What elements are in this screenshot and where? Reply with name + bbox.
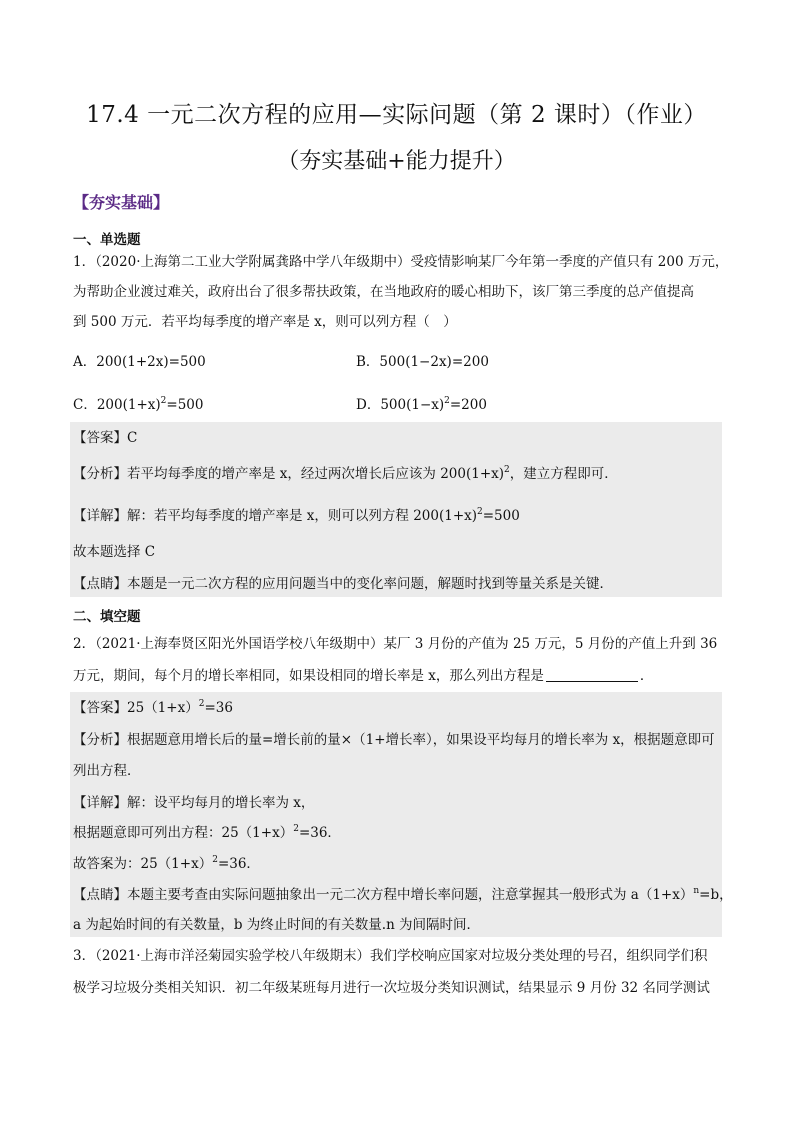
q2-detail-line3: 故答案为：$25(1+x)^2=36$．: [73, 855, 260, 872]
q1-option-a: A．200(1+2x)=500: [73, 354, 206, 370]
q1-detail: 【详解】解：若平均每季度的增产率是 x，则可以列方程 $200(1+x)^2=500$: [73, 507, 520, 524]
q1-choice: 故本题选择 C: [73, 544, 156, 560]
q1-analysis: 【分析】若平均每季度的增产率是 x，经过两次增长后应该为 $200(1+x)^2$，建立方程即可．: [73, 465, 618, 482]
section-heading-fill-blank: 二、填空题: [73, 609, 141, 625]
page-title: 17.4 一元二次方程的应用—实际问题（第 2 课时）（作业）: [86, 102, 707, 128]
q2-comment-line2: a 为起始时间的有关数量，b 为终止时间的有关数量.n 为间隔时间．: [73, 917, 481, 933]
q2-analysis-line2: 列出方程．: [73, 763, 141, 779]
q3-text-line1: 3．（2021·上海市洋泾菊园实验学校八年级期末）我们学校响应国家对垃圾分类处理的号召，组织同学们积: [73, 948, 708, 964]
q1-text-line1: 1．（2020·上海第二工业大学附属龚路中学八年级期中）受疫情影响某厂今年第一季度的产值只有 200 万元，: [73, 254, 729, 270]
q2-detail-line1: 【详解】解：设平均每月的增长率为 x，: [73, 795, 315, 811]
section-badge: 【夯实基础】: [73, 193, 170, 212]
q1-comment: 【点睛】本题是一元二次方程的应用问题当中的变化率问题，解题时找到等量关系是关键．: [73, 576, 613, 592]
q2-answer: 【答案】$25(1+x)^2=36$: [73, 699, 233, 716]
q1-option-d: D．$500(1-x)^2=200$: [356, 396, 487, 413]
q2-text-line2: 万元，期间，每个月的增长率相同，如果设相同的增长率是 x，那么列出方程是 ．: [73, 668, 654, 684]
q1-option-c: C．$200(1+x)^2=500$: [73, 396, 204, 413]
q1-text-line2: 为帮助企业渡过难关，政府出台了很多帮扶政策，在当地政府的暖心相助下，该厂第三季度的总产值提高: [73, 284, 694, 300]
q1-text-line3: 到 500 万元．若平均每季度的增产率是 x，则可以列方程（ ）: [73, 314, 457, 330]
q2-analysis-line1: 【分析】根据题意用增长后的量=增长前的量×（1+增长率），如果设平均每月的增长率为 x，根据题意即可: [73, 732, 715, 748]
section-heading-single-choice: 一、单选题: [73, 232, 141, 248]
q2-answer-blank[interactable]: [546, 667, 638, 682]
q2-text-line1: 2．（2021·上海奉贤区阳光外国语学校八年级期中）某厂 3 月份的产值为 25 万元，5 月份的产值上升到 36: [73, 636, 718, 652]
q1-option-b: B．500(1−2x)=200: [356, 354, 489, 370]
q3-text-line2: 极学习垃圾分类相关知识．初二年级某班每月进行一次垃圾分类知识测试，结果显示 9 月份 32 名同学测试: [73, 980, 710, 996]
q2-detail-line2: 根据题意即可列出方程：$25(1+x)^2=36$．: [73, 824, 341, 841]
q2-comment-line1: 【点睛】本题主要考查由实际问题抽象出一元二次方程中增长率问题，注意掌握其一般形式为 $a(1+x)^n=b$，: [73, 886, 733, 903]
page-subtitle: （夯实基础+能力提升）: [277, 149, 516, 174]
q1-answer: 【答案】C: [73, 430, 138, 446]
